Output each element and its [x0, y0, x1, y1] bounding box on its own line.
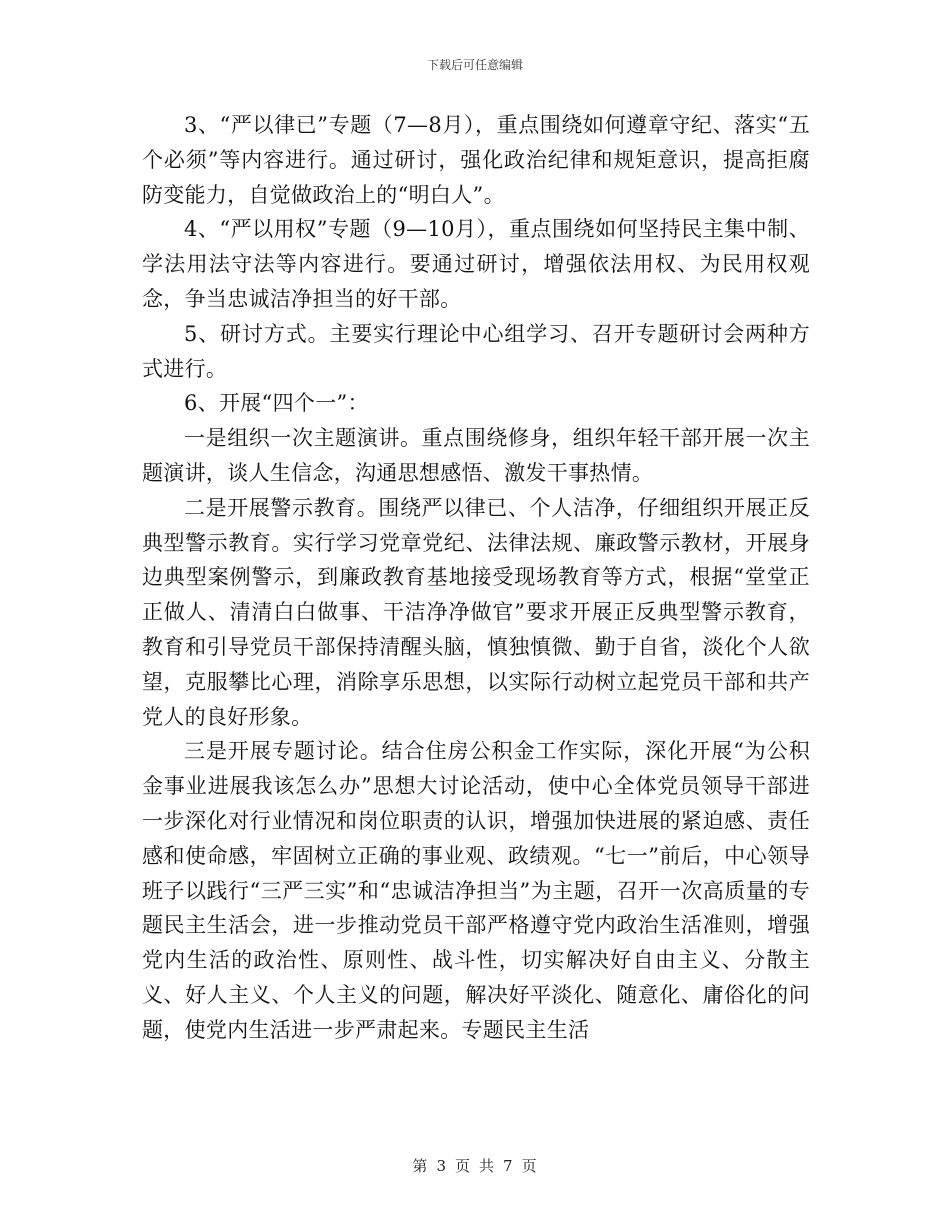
footer-page-label: 页	[454, 1157, 471, 1175]
paragraph-item-4: 4、“严以用权”专题（9—10月），重点围绕如何坚持民主集中制、学法用法守法等内容进行。要通过研讨，增强依法用权、为民用权观念，争当忠诚洁净担当的好干部。	[142, 217, 810, 311]
document-body	[142, 108, 810, 1048]
paragraph-topic-discussion: 三是开展专题讨论。结合住房公积金工作实际，深化开展“为公积金事业进展我该怎么办”思想大讨论活动，使中心全体党员领导干部进一步深化对行业情况和岗位职责的认识，增强加快进展的紧迫感、责任感和使命感，牢固树立正确的事业观、政绩观。“七一”前后，中心领导班子以践行“三严三实”和“忠诚洁净担当”为主题，召开一次高质量的专题民主生活会，进一步推动党员干部严格遵守党内政治生活准则，增强党内生活的政治性、原则性、战斗性，切实解决好自由主义、分散主义、好人主义、个人主义的问题，解决好平淡化、随意化、庸俗化的问题，使党内生活进一步严肃起来。专题民主生活	[142, 739, 810, 1042]
footer-prefix: 第	[412, 1157, 429, 1175]
paragraph-item-5: 5、研讨方式。主要实行理论中心组学习、召开专题研讨会两种方式进行。	[142, 321, 810, 381]
paragraph-warning-education: 二是开展警示教育。围绕严以律已、个人洁净，仔细组织开展正反典型警示教育。实行学习党章党纪、法律法规、廉政警示教材，开展身边典型案例警示，到廉政教育基地接受现场教育等方式，根据“堂堂正正做人、清清白白做事、干洁净净做官”要求开展正反典型警示教育，教育和引导党员干部保持清醒头脑，慎独慎微、勤于自省，淡化个人欲望，克服攀比心理，消除享乐思想，以实际行动树立起党员干部和共产党人的良好形象。	[142, 495, 810, 729]
footer-suffix: 页	[521, 1157, 538, 1175]
footer-total-pages: 7	[503, 1157, 514, 1175]
page-footer	[0, 1155, 950, 1176]
paragraph-item-3: 3、“严以律已”专题（7—8月），重点围绕如何遵章守纪、落实“五个必须”等内容进行。通过研讨，强化政治纪律和规矩意识，提高拒腐防变能力，自觉做政治上的“明白人”。	[142, 113, 810, 207]
footer-total-label: 共	[479, 1157, 496, 1175]
paragraph-speech: 一是组织一次主题演讲。重点围绕修身，组织年轻干部开展一次主题演讲，谈人生信念，沟通思想感悟、激发干事热情。	[142, 426, 810, 485]
footer-page-number: 3	[436, 1157, 447, 1175]
paragraph-item-6: 6、开展“四个一”：	[184, 391, 369, 416]
page-header-note: 下载后可任意编辑	[426, 58, 523, 72]
